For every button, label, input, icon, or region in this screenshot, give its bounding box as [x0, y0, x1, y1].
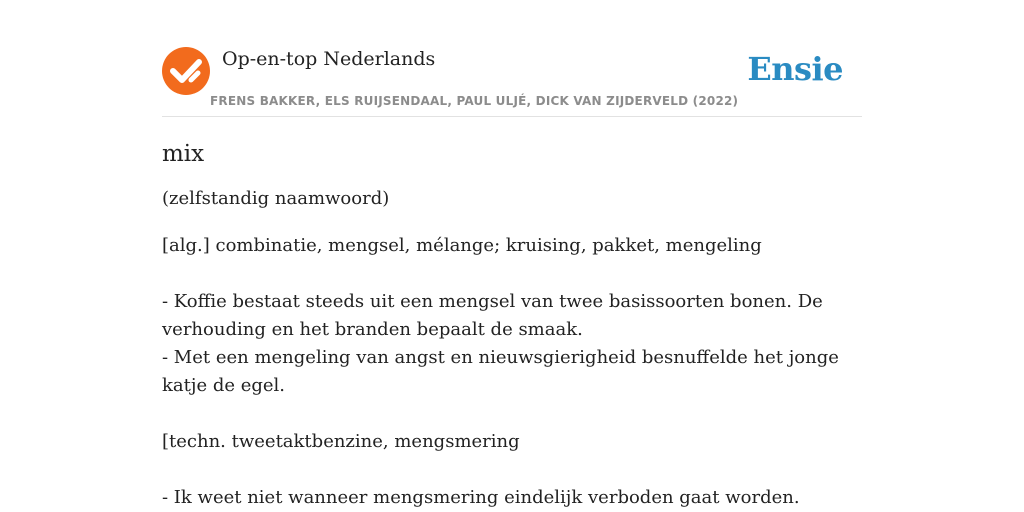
- spacer: [162, 260, 862, 288]
- entry-headword: mix: [162, 141, 205, 167]
- example-sentence: - Koffie bestaat steeds uit een mengsel van twee basissoorten bonen. De verhouding en het branden bepaalt de smaak.: [162, 291, 823, 340]
- definition-general: [alg.] combinatie, mengsel, mélange; kruising, pakket, mengeling: [162, 235, 762, 256]
- entry-content: [162, 136, 862, 512]
- part-of-speech: (zelfstandig naamwoord): [162, 188, 390, 209]
- spacer: [162, 456, 862, 484]
- example-sentence: - Ik weet niet wanneer mengsmering eindelijk verboden gaat worden.: [162, 487, 800, 508]
- definition-technical: [techn. tweetaktbenzine, mengsmering: [162, 431, 520, 452]
- spacer: [162, 400, 862, 428]
- source-authors: FRENS BAKKER, ELS RUIJSENDAAL, PAUL ULJÉ, DICK VAN ZIJDERVELD (2022): [210, 94, 739, 108]
- checkmark-logo-icon: [162, 47, 210, 95]
- source-title[interactable]: Op-en-top Nederlands: [222, 48, 436, 70]
- example-sentence: - Met een mengeling van angst en nieuwsgierigheid besnuffelde het jonge katje de egel.: [162, 347, 839, 396]
- source-header: [162, 44, 862, 117]
- ensie-brand-logo[interactable]: Ensie: [747, 50, 843, 88]
